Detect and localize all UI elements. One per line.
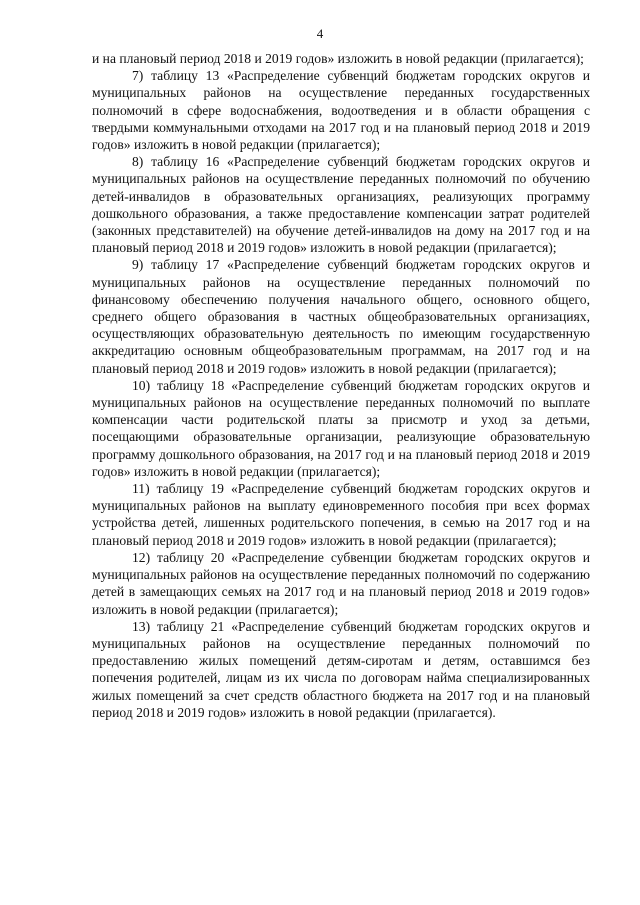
page-number: 4 [316,26,324,41]
paragraph-item-7: 7) таблицу 13 «Распределение субвенций бюджетам городских округов и муниципальных районов на осуществление переданных государственных полномочий в сфере водоснабжения, водоотведения и в области обращения с твердыми коммунальными отходами на 2017 год и на плановый период 2018 и 2019 годов» изложить в новой редакции (прилагается); [92,68,590,153]
document-body [92,50,590,721]
paragraph-item-11: 11) таблицу 19 «Распределение субвенций бюджетам городских округов и муниципальных районов на выплату единовременного пособия при всех формах устройства детей, лишенных родительского попечения, в семью на 2017 год и на плановый период 2018 и 2019 годов» изложить в новой редакции (прилагается); [92,481,590,548]
paragraph-item-10: 10) таблицу 18 «Распределение субвенций бюджетам городских округов и муниципальных районов на осуществление переданных полномочий по выплате компенсации части родительской платы за присмотр и уход за детьми, посещающими образовательные организации, реализующие образовательную программу дошкольного образования, на 2017 год и на плановый период 2018 и 2019 годов» изложить в новой редакции (прилагается); [92,377,590,479]
paragraph-item-12: 12) таблицу 20 «Распределение субвенции бюджетам городских округов и муниципальных районов на осуществление переданных полномочий по содержанию детей в замещающих семьях на 2017 год и на плановый период 2018 и 2019 годов» изложить в новой редакции (прилагается); [92,549,590,617]
paragraph-item-8: 8) таблицу 16 «Распределение субвенций бюджетам городских округов и муниципальных районов на осуществление переданных полномочий по обучению детей-инвалидов в образовательных организациях, реализующих программу дошкольного образования, а также предоставление компенсации затрат родителей (законных представителей) на обучение детей-инвалидов на дому на 2017 год и на плановый период 2018 и 2019 годов» изложить в новой редакции (прилагается); [92,154,590,256]
paragraph-continuation: и на плановый период 2018 и 2019 годов» изложить в новой редакции (прилагается); [92,51,584,66]
paragraph-item-13: 13) таблицу 21 «Распределение субвенций бюджетам городских округов и муниципальных районов на осуществление переданных полномочий по предоставлению жилых помещений детям-сиротам и детям, оставшимся без попечения родителей, лицам из их числа по договорам найма специализированных жилых помещений за счет средств областного бюджета на 2017 год и на плановый период 2018 и 2019 годов» изложить в новой редакции (прилагается). [92,618,590,720]
paragraph-item-9: 9) таблицу 17 «Распределение субвенций бюджетам городских округов и муниципальных районов на осуществление переданных полномочий по финансовому обеспечению получения начального общего, основного общего, среднего общего образования в частных общеобразовательных организациях, осуществляющих образовательную деятельность по имеющим государственную аккредитацию основным общеобразовательным программам, на 2017 год и на плановый период 2018 и 2019 годов» изложить в новой редакции (прилагается); [92,257,590,376]
